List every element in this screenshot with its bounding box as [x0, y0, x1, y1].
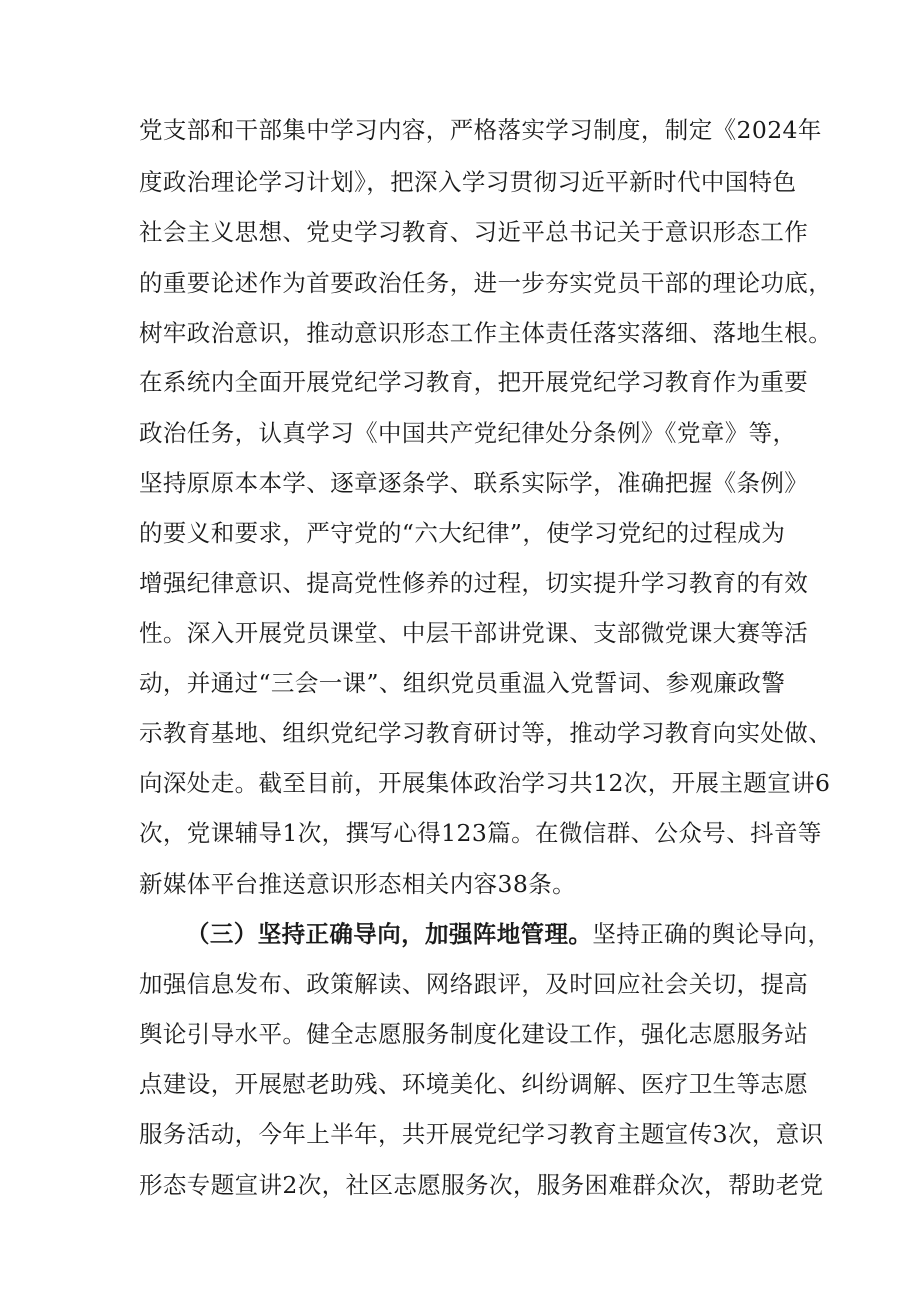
body-text-line: 增强纪律意识、提高党性修养的过程，切实提升学习教育的有效	[139, 569, 809, 597]
body-text-line: 新媒体平台推送意识形态相关内容38条。	[139, 870, 577, 898]
body-text-line: 动，并通过“三会一课”、组织党员重温入党誓词、参观廉政警	[139, 669, 786, 697]
section-3-first-line	[186, 919, 831, 949]
body-text-line: 在系统内全面开展党纪学习教育，把开展党纪学习教育作为重要	[139, 368, 809, 396]
section-3-heading: （三）坚持正确导向，加强阵地管理。	[186, 920, 593, 948]
body-text-line: 政治任务，认真学习《中国共产党纪律处分条例》《党章》等，	[139, 419, 797, 447]
body-text-line: 的重要论述作为首要政治任务，进一步夯实党员干部的理论功底，	[139, 269, 833, 297]
body-text-line: 坚持原原本本学、逐章逐条学、联系实际学，准确把握《条例》	[139, 469, 809, 497]
body-text-line: 的要义和要求，严守党的“六大纪律”，使学习党纪的过程成为	[139, 519, 786, 547]
body-text-line: 党支部和干部集中学习内容，严格落实学习制度，制定《2024年	[139, 116, 822, 144]
body-text-line: 示教育基地、组织党纪学习教育研讨等，推动学习教育向实处做、	[139, 719, 833, 747]
body-text-line: 舆论引导水平。健全志愿服务制度化建设工作，强化志愿服务站	[139, 1020, 809, 1048]
section-3-first-line-text: 坚持正确的舆论导向，	[592, 920, 832, 948]
body-text-line: 点建设，开展慰老助残、环境美化、纠纷调解、医疗卫生等志愿	[139, 1070, 809, 1098]
body-text-line: 次，党课辅导1次，撰写心得123篇。在微信群、公众号、抖音等	[139, 819, 822, 847]
body-text-line: 度政治理论学习计划》，把深入学习贯彻习近平新时代中国特色	[139, 168, 797, 196]
body-text-line: 社会主义思想、党史学习教育、习近平总书记关于意识形态工作	[139, 218, 809, 246]
body-text-line: 向深处走。截至目前，开展集体政治学习共12次，开展主题宣讲6	[139, 769, 831, 797]
body-text-line: 加强信息发布、政策解读、网络跟评，及时回应社会关切，提高	[139, 970, 809, 998]
body-text-line: 性。深入开展党员课堂、中层干部讲党课、支部微党课大赛等活	[139, 619, 809, 647]
body-text-line: 树牢政治意识，推动意识形态工作主体责任落实落细、落地生根。	[139, 319, 833, 347]
body-text-line: 服务活动，今年上半年，共开展党纪学习教育主题宣传3次，意识	[139, 1120, 824, 1148]
body-text-line: 形态专题宣讲2次，社区志愿服务次，服务困难群众次，帮助老党	[139, 1171, 824, 1199]
